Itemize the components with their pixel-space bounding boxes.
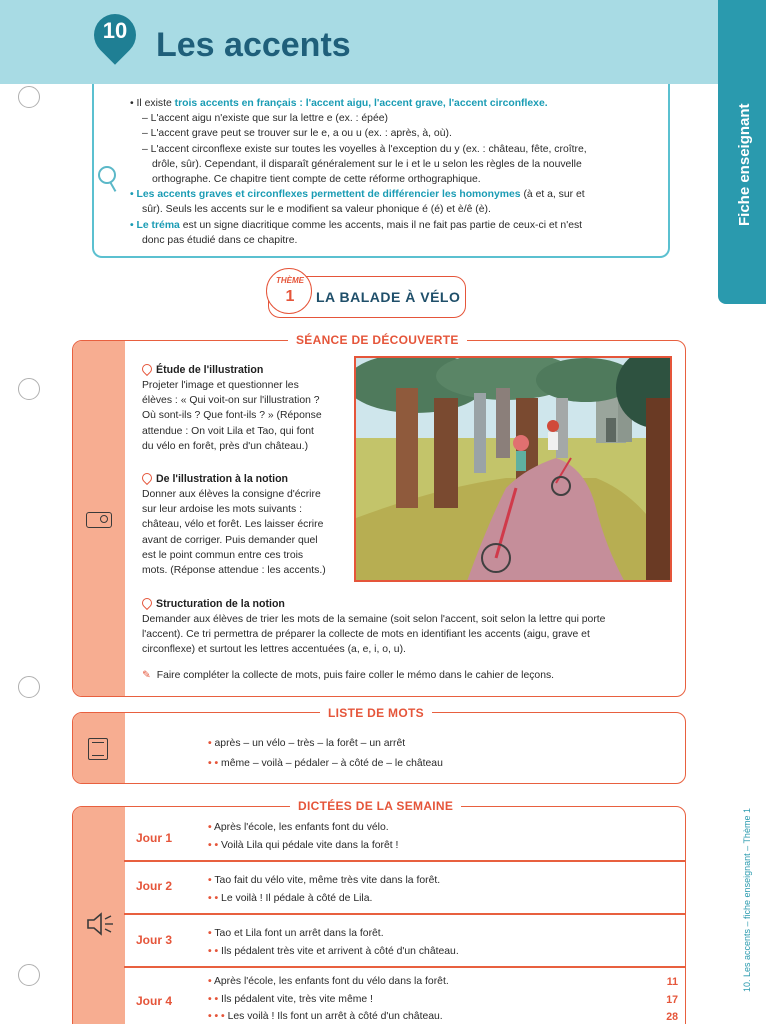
liste-heading: LISTE DE MOTS (320, 706, 432, 720)
dictee-line: • Tao fait du vélo vite, même très vite dans la forêt. (208, 875, 441, 886)
day-label: Jour 1 (136, 831, 173, 845)
info-line8: sûr). Seuls les accents sur le e modifient sa valeur phonique é (é) et è/ê (è). (142, 204, 491, 216)
info-line5: drôle, sûr). Cependant, il disparaît généralement sur le i et le u selon les règles de la nouvelle (152, 158, 582, 170)
dictee-line: • • Ils pédalent vite, très vite même ! (208, 994, 373, 1005)
info-line1-bold: trois accents en français : l'accent aigu, l'accent grave, l'accent circonflexe. (174, 98, 548, 109)
etude-text: Projeter l'image et questionner les élèves : « Qui voit-on sur l'illustration ? Où sont-ils ? Que font-ils ? » (Réponse attendue : On voit Lila et Tao, qui font du vélo en forêt, près d'un château.) (142, 380, 322, 452)
seance-heading: SÉANCE DE DÉCOUVERTE (288, 333, 467, 347)
row-divider (124, 966, 686, 968)
dictee-line: • • • Les voilà ! Ils font un arrêt à côté d'un château. (208, 1011, 443, 1022)
pin-icon (140, 471, 154, 485)
day-label: Jour 3 (136, 933, 173, 947)
document-lines (92, 742, 104, 756)
notion-title: De l'illustration à la notion (142, 473, 288, 485)
side-footer: 10. Les accents – fiche enseignant – Thème 1 (742, 808, 752, 992)
word-list-line2: • • même – voilà – pédaler – à côté de – le château (208, 758, 443, 769)
info-line7-bold: • Les accents graves et circonflexes permettent de différencier les homonymes (130, 189, 521, 201)
day-label: Jour 2 (136, 879, 173, 893)
bike-illustration (354, 356, 672, 582)
notion-text: Donner aux élèves la consigne d'écrire sur leur ardoise les mots suivants : château, vélo et forêt. Les laisser écrire avant de corriger. Puis demander quel est le point commun entre ces trois mots. (Réponse attendue : les accents.) (142, 489, 326, 577)
day-label: Jour 4 (136, 994, 173, 1008)
info-line6: orthographe. Ce chapitre tient compte de cette réforme orthographique. (152, 174, 481, 186)
info-line9-rest: est un signe diacritique comme les accents, mais il ne fait pas partie de ceux-ci et n'est (179, 219, 583, 231)
binder-hole (18, 378, 40, 400)
dictee-line: • Tao et Lila font un arrêt dans la forêt. (208, 928, 384, 939)
row-divider (124, 913, 686, 915)
info-text (130, 96, 660, 248)
dictee-line: • Après l'école, les enfants font du vélo. (208, 822, 389, 833)
theme-title: LA BALADE À VÉLO (316, 289, 461, 305)
structuration-text: Demander aux élèves de trier les mots de la semaine (soit selon l'accent, soit selon la lettre qui porte l'accent). Ce tri permettra de préparer la collecte de mots en identifiant les accents (aigu, grave et circonflexe) et surtout les lettres accentuées (a, e, i, o, u). (142, 614, 606, 656)
projector-lens-icon (100, 515, 108, 523)
dictee-line: • Après l'école, les enfants font du vélo dans la forêt. (208, 976, 449, 987)
speaker-icon (86, 912, 116, 936)
binder-hole (18, 676, 40, 698)
side-tab-label: Fiche enseignant (736, 103, 753, 226)
word-count: 11 (666, 976, 678, 988)
dictees-heading: DICTÉES DE LA SEMAINE (290, 799, 461, 813)
word-list (208, 734, 443, 774)
word-count: 17 (666, 994, 678, 1006)
pin-icon (140, 362, 154, 376)
etude-title: Étude de l'illustration (142, 364, 263, 376)
final-instruction: ✎ Faire compléter la collecte de mots, puis faire coller le mémo dans le cahier de leçons. (142, 670, 555, 681)
info-line7-rest: (à et a, sur et (520, 189, 585, 201)
dictee-line: • • Ils pédalent très vite et arrivent à côté d'un château. (208, 946, 459, 957)
forest-scene (356, 358, 672, 582)
dictee-line: • • Le voilà ! Il pédale à côté de Lila. (208, 893, 373, 904)
info-line10: donc pas étudié dans ce chapitre. (142, 234, 298, 246)
projector-icon (86, 512, 112, 528)
page-title: Les accents (156, 26, 351, 64)
info-line3: – L'accent grave peut se trouver sur le e, a ou u (ex. : après, à, où). (142, 128, 452, 140)
binder-hole (18, 86, 40, 108)
pencil-icon: ✎ (142, 670, 151, 681)
magnifier-icon (98, 166, 116, 184)
chapter-number: 10 (102, 18, 128, 43)
info-line9-bold: • Le tréma (130, 219, 180, 231)
theme-number: 1 (285, 288, 295, 305)
info-line4: – L'accent circonflexe existe sur toutes les voyelles à l'exception du y (ex. : château, fête, croître, (142, 143, 587, 155)
word-count: 28 (666, 1011, 678, 1023)
pin-icon (140, 596, 154, 610)
word-list-line1: • après – un vélo – très – la forêt – un arrêt (208, 738, 406, 749)
binder-hole (18, 964, 40, 986)
dictee-line: • • Voilà Lila qui pédale vite dans la forêt ! (208, 840, 399, 851)
structuration-title: Structuration de la notion (142, 598, 285, 610)
theme-word: THÈME (276, 276, 304, 285)
info-line2: – L'accent aigu n'existe que sur la lettre e (ex. : épée) (142, 113, 388, 125)
row-divider (124, 860, 686, 862)
info-line1-pre: • Il existe (130, 98, 175, 109)
